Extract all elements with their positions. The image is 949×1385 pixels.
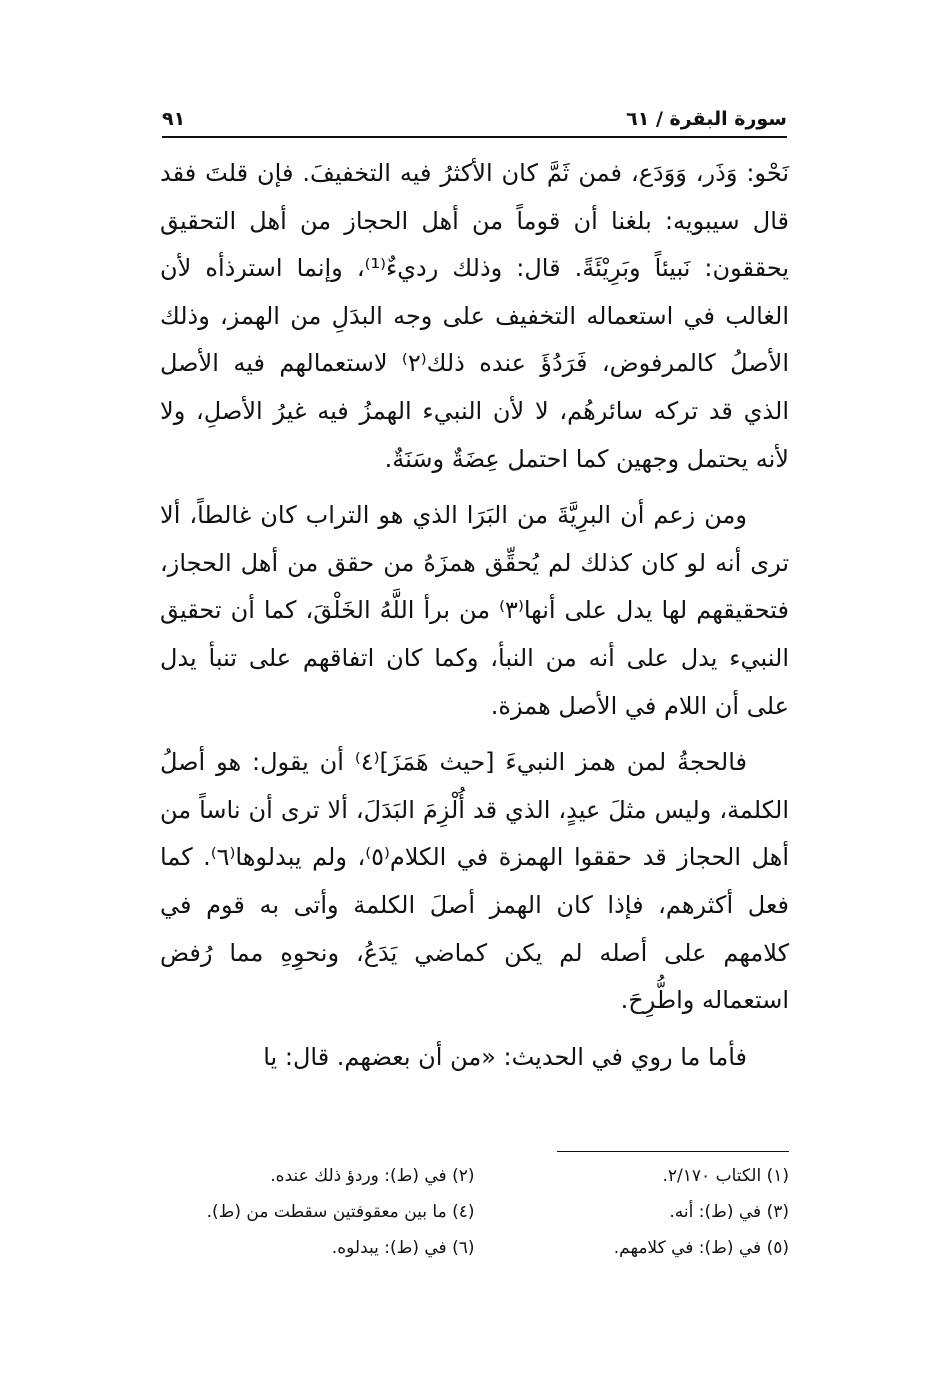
footnote-5: (٥) في (ط): في كلامهم.	[613, 1238, 789, 1258]
footnotes	[160, 1160, 789, 1265]
footnote-separator	[557, 1151, 789, 1152]
paragraph: فأما ما روي في الحديث: «من أن بعضهم. قال: يا	[263, 1042, 747, 1071]
page-header	[162, 96, 787, 138]
main-text	[160, 150, 789, 1090]
running-title: سورة البقرة / ٦١	[626, 108, 787, 130]
footnote-4: (٤) ما بين معقوفتين سقطت من (ط).	[206, 1202, 475, 1222]
page-number: ٩١	[162, 108, 186, 130]
footnote-2: (٢) في (ط): وردؤ ذلك عنده.	[270, 1166, 475, 1186]
paragraph: نَحْو: وَذَر، وَوَدَع، فمن ثَمَّ كان الأكثرُ فيه التخفيفَ. فإن قلتَ فقد قال سيبويه: بلغنا أن قوماً من أهل الحجاز من أهل التحقيق يحققون: نَبيئاً وبَرِيْئَةً. قال: وذلك رديءٌ⁽¹⁾، وإنما استرذأه لأن الغالب في استعماله التخفيف على وجه البدَلِ من الهمز، وذلك الأصلُ كالمرفوض، فَرَدُؤَ عنده ذلك⁽٢⁾ لاستعمالهم فيه الأصل الذي قد تركه سائرهُم، لا لأن النبيء الهمزُ فيه غيرُ الأصلِ، ولا لأنه يحتمل وجهين كما احتمل عِضَةٌ وسَنَةٌ.	[160, 159, 789, 473]
footnote-1: (١) الكتاب ٢/١٧٠.	[662, 1166, 789, 1186]
footnote-6: (٦) في (ط): يبدلوه.	[331, 1238, 475, 1258]
footnote-3: (٣) في (ط): أنه.	[669, 1202, 789, 1222]
paragraph: ومن زعم أن البرِيَّةَ من البَرَا الذي هو التراب كان غالطاً، ألا ترى أنه لو كان كذلك لم يُحقِّق همزَهُ من حقق من أهل الحجاز، فتحقيقهم لها يدل على أنها⁽٣⁾ من برأ اللَّهُ الخَلْقَ، كما أن تحقيق النبيء يدل على أنه من النبأ، وكما كان اتفاقهم على تنبأ يدل على أن اللام في الأصل همزة.	[160, 501, 789, 720]
paragraph: فالحجةُ لمن همز النبيءَ [حيث هَمَزَ]⁽٤⁾ أن يقول: هو أصلُ الكلمة، وليس مثلَ عيدٍ، الذي قد أُلْزِمَ البَدَلَ، ألا ترى أن ناساً من أهل الحجاز قد حققوا الهمزة في الكلام⁽٥⁾، ولم يبدلوها⁽٦⁾. كما فعل أكثرهم، فإذا كان الهمز أصلَ الكلمة وأتى به قوم في كلامهم على أصله لم يكن كماضي يَدَعُ، ونحوِهِ مما رُفض استعماله واطُّرِحَ.	[160, 748, 790, 1015]
